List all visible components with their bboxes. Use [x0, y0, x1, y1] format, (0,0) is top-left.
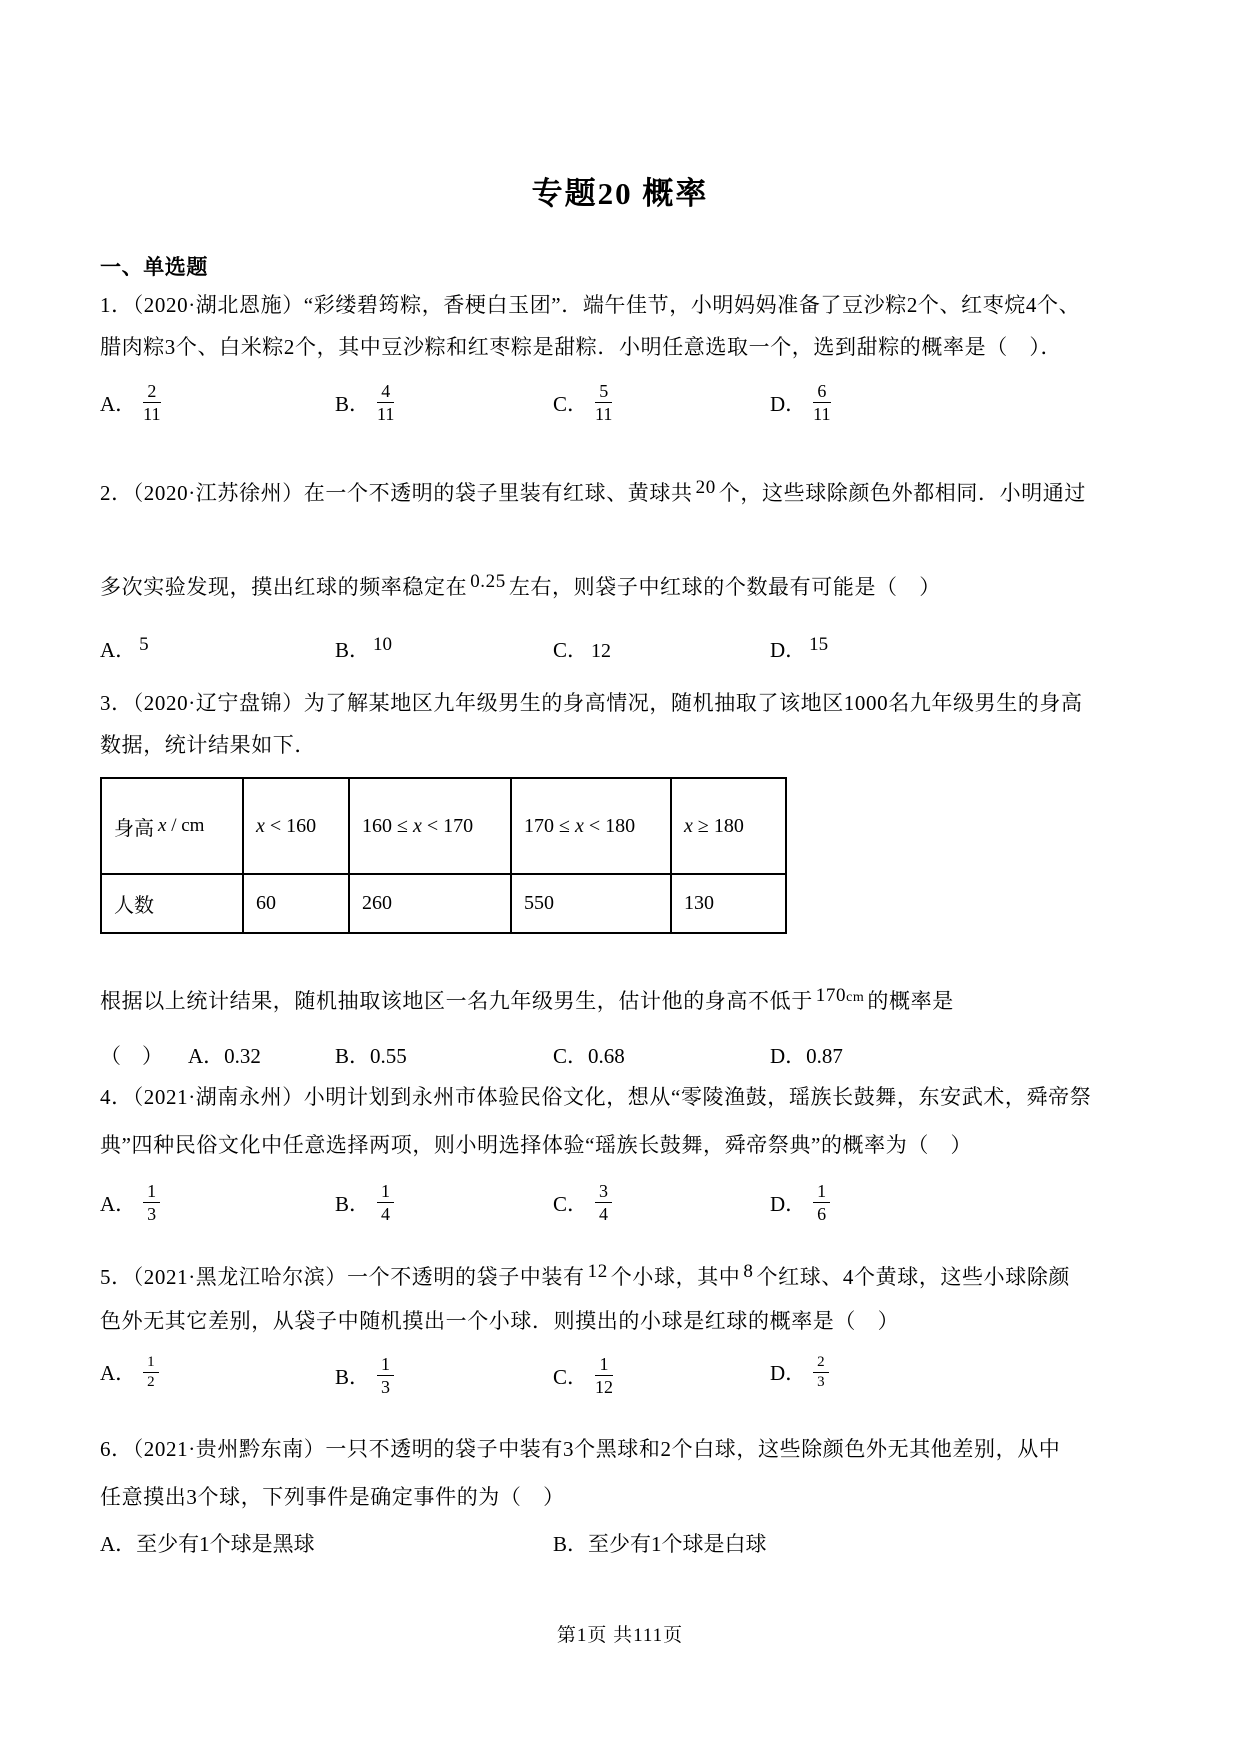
section-header: 一、单选题 [100, 255, 208, 279]
math-text: ≥ 180 [692, 814, 744, 837]
fraction [595, 381, 612, 424]
table-cell-range4 [671, 778, 786, 874]
fraction-numerator: 1 [143, 1354, 159, 1373]
option-label: C． [553, 638, 589, 662]
fraction [143, 1181, 160, 1224]
fraction-numerator: 6 [813, 381, 830, 403]
math-text: 160 ≤ [362, 814, 413, 837]
option-label: A． [100, 391, 137, 416]
q1-line2: 腊肉粽3个、白米粽2个，其中豆沙粽和红枣粽是甜粽．小明任意选取一个，选到甜粽的概率是（ ）． [100, 335, 1063, 359]
fraction-denominator: 4 [599, 1204, 609, 1225]
q6-option-a: A．至少有1个球是黑球 [100, 1532, 315, 1556]
fraction-numerator: 2 [143, 381, 160, 403]
q2-line1 [100, 477, 1086, 508]
fraction-numerator: 4 [377, 381, 394, 403]
option-value: 10 [373, 634, 393, 655]
fraction-numerator: 1 [377, 1354, 394, 1376]
table-cell-range1 [243, 778, 349, 874]
math-text: 170 ≤ [524, 814, 575, 837]
table-cell-range3 [511, 778, 671, 874]
option-label: B． [335, 391, 371, 416]
inline-math: 12 [587, 1261, 608, 1282]
doc-title: 专题20 概率 [531, 176, 709, 211]
fraction-numerator: 1 [377, 1181, 394, 1203]
inline-math [816, 985, 865, 1006]
q6-option-b: B．至少有1个球是白球 [553, 1532, 767, 1556]
inline-math: 8 [743, 1261, 754, 1282]
q2-line2-text: 多次实验发现，摸出红球的频率稳定在 [100, 575, 468, 599]
fraction-numerator: 1 [143, 1181, 160, 1203]
math-var: x [158, 814, 167, 836]
option-value: 12 [591, 640, 612, 662]
table-cell-value4: 130 [671, 874, 786, 933]
q4-line1: 4．（2021·湖南永州）小明计划到永州市体验民俗文化，想从“零陵渔鼓，瑶族长鼓舞，东安武术，舜帝祭 [100, 1085, 1092, 1109]
q3-option-a: A．0.32 [188, 1044, 261, 1068]
fraction-numerator: 2 [813, 1354, 829, 1373]
q5-line1-text: 5．（2021·黑龙江哈尔滨）一个不透明的袋子中装有 [100, 1265, 585, 1289]
q6-options-row [100, 1528, 1180, 1558]
q4-line2: 典”四种民俗文化中任意选择两项，则小明选择体验“瑶族长鼓舞，舜帝祭典”的概率为（ ） [100, 1133, 973, 1157]
math-var: x [684, 814, 693, 837]
q2-option-d [770, 634, 831, 664]
math-number: 170 [815, 985, 847, 1006]
math-unit: / cm [166, 814, 205, 836]
fraction [377, 1354, 394, 1397]
fraction [595, 1354, 613, 1397]
table-header-row [101, 778, 786, 874]
fraction-denominator: 3 [817, 1373, 825, 1390]
q3-line2: 数据，统计结果如下． [100, 733, 316, 757]
fraction [813, 1354, 829, 1391]
header-math [158, 815, 204, 836]
math-unit: cm [846, 990, 865, 1005]
q1-line1: 1．（2020·湖北恩施）“彩缕碧筠粽，香梗白玉团”．端午佳节，小明妈妈准备了豆沙粽2个、红枣烷4个、 [100, 293, 1081, 317]
option-label: D． [770, 1361, 807, 1386]
q2-option-c [553, 634, 611, 664]
option-label: D． [770, 391, 807, 416]
q5-line1-text3: 个红球、4个黄球，这些小球除颜 [756, 1265, 1071, 1289]
option-label: C． [553, 1364, 589, 1389]
q5-option-b [335, 1354, 394, 1397]
math-var: x [256, 814, 265, 837]
table-cell-count-label: 人数 [101, 874, 243, 933]
option-label: B． [335, 1191, 371, 1216]
q4-option-d [770, 1181, 830, 1224]
q2-option-a [100, 634, 152, 664]
q3-option-d: D．0.87 [770, 1044, 843, 1068]
fraction-numerator: 1 [595, 1354, 613, 1376]
page-footer: 第1页 共111页 [556, 1625, 684, 1646]
q5-options-row [100, 1354, 1180, 1402]
math-var: x [412, 814, 422, 837]
fraction [595, 1181, 612, 1224]
fraction-numerator: 1 [813, 1181, 830, 1203]
fraction-denominator: 12 [595, 1377, 614, 1398]
fraction [143, 1354, 159, 1391]
height-stats-table [100, 777, 787, 934]
math-text: < 170 [421, 814, 474, 837]
math-var: x [574, 814, 584, 837]
fraction-denominator: 11 [595, 404, 613, 425]
q5-option-d [770, 1354, 829, 1391]
fraction [813, 1181, 830, 1224]
fraction-denominator: 11 [377, 404, 395, 425]
q4-options-row [100, 1181, 1180, 1229]
fraction-denominator: 6 [817, 1204, 827, 1225]
option-label: D． [770, 1191, 807, 1216]
fraction-denominator: 11 [813, 404, 831, 425]
table-cell-height-label [101, 778, 243, 874]
option-label: B． [335, 638, 371, 662]
fraction [813, 381, 830, 424]
table-cell-range2 [349, 778, 511, 874]
q3-paren: （ ） [100, 1044, 163, 1068]
q2-option-b [335, 634, 395, 664]
table-cell-value2: 260 [349, 874, 511, 933]
q1-option-c [553, 381, 612, 424]
q4-option-a [100, 1181, 160, 1224]
option-value: 5 [139, 634, 149, 655]
table-cell-value3: 550 [511, 874, 671, 933]
math-text: < 180 [583, 814, 636, 837]
fraction-denominator: 4 [381, 1204, 391, 1225]
q4-option-c [553, 1181, 612, 1224]
q1-option-b [335, 381, 394, 424]
option-label: D． [770, 638, 807, 662]
fraction [377, 1181, 394, 1224]
q1-options-row [100, 381, 1180, 429]
q5-line2: 色外无其它差别，从袋子中随机摸出一个小球．则摸出的小球是红球的概率是（ ） [100, 1309, 900, 1333]
option-label: A． [100, 638, 137, 662]
q2-line2 [100, 571, 941, 602]
option-label: C． [553, 391, 589, 416]
q5-line1 [100, 1261, 1071, 1292]
q2-line1-text2: 个，这些球除颜色外都相同．小明通过 [718, 481, 1086, 505]
header-text: 身高 [114, 817, 154, 840]
table-data-row [101, 874, 786, 933]
option-label: A． [100, 1191, 137, 1216]
option-label: A． [100, 1361, 137, 1386]
q3-option-c: C．0.68 [553, 1044, 625, 1068]
option-label: C． [553, 1191, 589, 1216]
q3-option-b: B．0.55 [335, 1044, 407, 1068]
q5-line1-text2: 个小球，其中 [610, 1265, 741, 1289]
q3-line3-text: 根据以上统计结果，随机抽取该地区一名九年级男生，估计他的身高不低于 [100, 989, 813, 1013]
q3-line3 [100, 985, 954, 1018]
q4-option-b [335, 1181, 394, 1224]
fraction-numerator: 3 [595, 1181, 612, 1203]
q2-options-row [100, 634, 1180, 664]
fraction-numerator: 5 [595, 381, 612, 403]
q6-line1: 6．（2021·贵州黔东南）一只不透明的袋子中装有3个黑球和2个白球，这些除颜色外无其他差别，从中 [100, 1437, 1061, 1461]
q5-option-c [553, 1354, 613, 1397]
fraction-denominator: 2 [147, 1373, 155, 1390]
q1-option-d [770, 381, 831, 424]
math-text: < 160 [264, 814, 317, 837]
q2-line2-text2: 左右，则袋子中红球的个数最有可能是（ ） [508, 575, 941, 599]
option-value: 15 [809, 634, 829, 655]
q2-line1-text: 2．（2020·江苏徐州）在一个不透明的袋子里装有红球、黄球共 [100, 481, 693, 505]
q5-option-a [100, 1354, 159, 1391]
option-label: B． [335, 1364, 371, 1389]
fraction-denominator: 11 [143, 404, 161, 425]
q3-options-row [100, 1040, 1180, 1070]
q6-line2: 任意摸出3个球，下列事件是确定事件的为（ ） [100, 1485, 565, 1509]
q1-option-a [100, 381, 161, 424]
q3-line1: 3．（2020·辽宁盘锦）为了解某地区九年级男生的身高情况，随机抽取了该地区1000名九年级男生的身高 [100, 691, 1083, 715]
fraction-denominator: 3 [381, 1377, 391, 1398]
fraction-denominator: 3 [147, 1204, 157, 1225]
fraction [377, 381, 394, 424]
inline-math: 20 [695, 477, 716, 498]
q3-line3-text2: 的概率是 [867, 989, 954, 1013]
fraction [143, 381, 160, 424]
table-cell-value1: 60 [243, 874, 349, 933]
inline-math: 0.25 [470, 571, 506, 592]
